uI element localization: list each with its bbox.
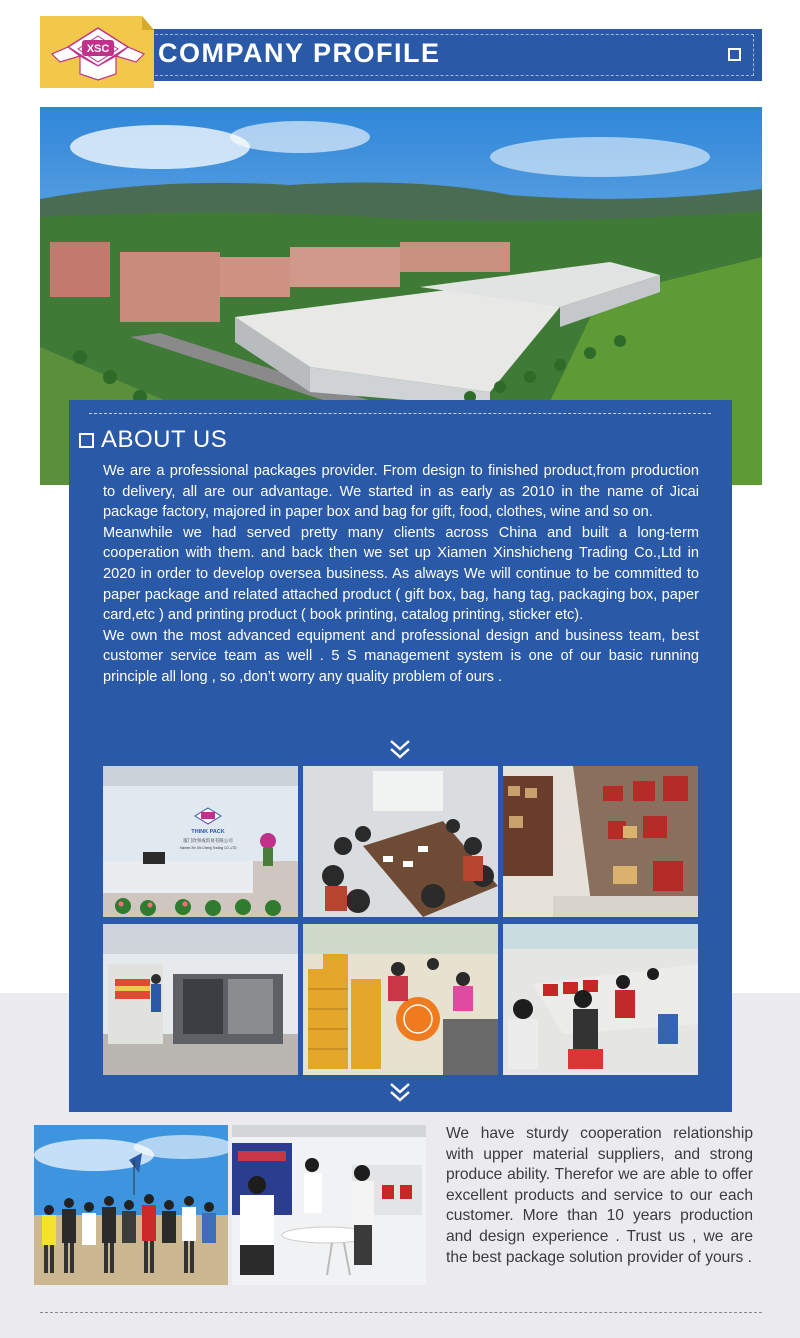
reception-en-name: Xiamen Xin Shi Cheng Trading CO.,LTD bbox=[179, 846, 237, 850]
exhibition-meeting-photo bbox=[232, 1125, 426, 1285]
about-heading bbox=[79, 426, 227, 454]
double-chevron-down-icon bbox=[389, 738, 411, 760]
dashed-divider bbox=[40, 1312, 762, 1313]
double-chevron-down-icon bbox=[389, 1081, 411, 1103]
about-body bbox=[103, 461, 699, 688]
dashed-divider bbox=[89, 413, 711, 414]
about-title: ABOUT US bbox=[101, 426, 228, 453]
showroom-photo bbox=[503, 766, 698, 917]
about-paragraph: Meanwhile we had served pretty many clients across China and built a long-term cooperation with them. and back then we set up Xiamen Xinshicheng Trading Co.,Ltd in 2020 in order to develop oversea business. As always We will continue to be committed to paper package and related attached product ( gift box, bag, hang tag, packaging box, paper card,etc ) and printing product ( book printing, catalog printing, sticker etc). bbox=[103, 524, 699, 624]
company-logo bbox=[40, 16, 154, 88]
printing-machine-photo bbox=[103, 924, 298, 1075]
page-title: COMPANY PROFILE bbox=[158, 38, 441, 68]
logo-text: XSC bbox=[86, 43, 110, 55]
team-photo bbox=[34, 1125, 228, 1285]
photo-grid bbox=[103, 766, 699, 1076]
reception-cn-name: 厦门欣事成贸易有限公司 bbox=[183, 839, 233, 844]
about-paragraph: We are a professional packages provider. From design to finished product,from production to delivery, all are our advantage. We started in as early as 2010 in the name of Jicai package factory, majored in paper box and bag for gift, food, clothes, wine and so on. bbox=[103, 463, 699, 521]
bottom-description: We have sturdy cooperation relationship with upper material suppliers, and strong produce ability. Therefor we are able to offer excellent products and service to our each customer. More than 10 years production and design experience . Trust us , we are the best package solution provider of yours . bbox=[446, 1125, 753, 1266]
box-production-photo bbox=[303, 924, 498, 1075]
square-outline-icon bbox=[79, 433, 94, 448]
square-outline-icon bbox=[728, 48, 741, 61]
about-us-panel bbox=[69, 400, 732, 1112]
about-paragraph: We own the most advanced equipment and professional design and business team, best customer service team as well . 5 S management system is one of our basic running principle all long , so ,don’t worry any quality problem of ours . bbox=[103, 627, 699, 685]
reception-photo bbox=[103, 766, 298, 917]
meeting-room-photo bbox=[303, 766, 498, 917]
assembly-line-photo bbox=[503, 924, 698, 1075]
reception-brand: THINK PACK bbox=[191, 829, 225, 835]
